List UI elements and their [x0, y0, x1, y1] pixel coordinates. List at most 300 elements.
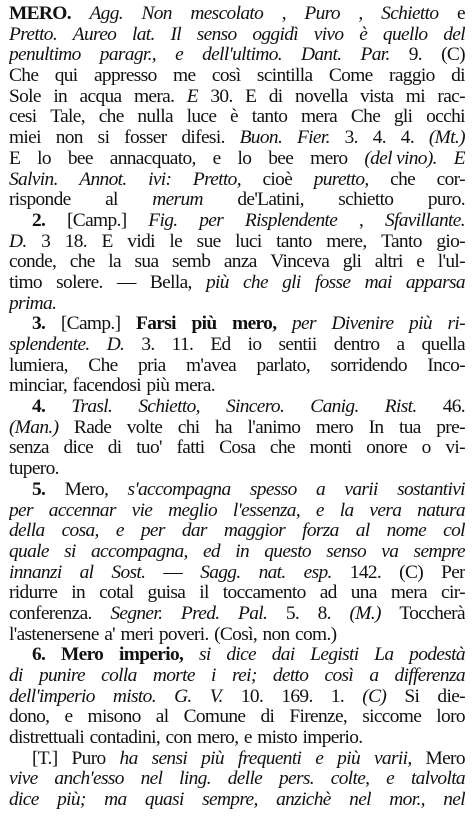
- text-segment: tanto: [276, 231, 312, 252]
- text-segment: mero,: [196, 728, 239, 749]
- text-segment: difesi.: [181, 128, 225, 149]
- text-line: [9, 252, 465, 273]
- text-segment: forza: [302, 521, 339, 542]
- text-segment: (Così,: [214, 624, 258, 645]
- text-segment: delle: [227, 769, 263, 790]
- text-segment: vie: [131, 500, 153, 521]
- text-segment: m'avea: [185, 355, 237, 376]
- text-line: [9, 273, 465, 294]
- text-line: [9, 87, 465, 108]
- text-segment: in: [235, 541, 250, 562]
- text-segment: nat.: [258, 562, 286, 583]
- text-segment: colte,: [330, 769, 370, 790]
- text-segment: guisa: [147, 583, 186, 604]
- text-segment: quella: [421, 335, 465, 355]
- text-segment: varii: [344, 479, 378, 500]
- text-segment: di: [451, 66, 465, 87]
- text-segment: la: [108, 252, 121, 273]
- text-segment: 10.: [240, 686, 264, 707]
- text-segment: dono,: [9, 707, 50, 728]
- text-segment: ed: [202, 541, 220, 562]
- text-segment: dice: [226, 645, 257, 666]
- text-segment: una: [350, 583, 377, 604]
- text-segment: dice: [9, 790, 39, 811]
- text-segment: mero: [315, 417, 354, 438]
- text-line: [9, 211, 465, 232]
- text-segment: Schietto,: [138, 397, 200, 418]
- text-segment: —: [163, 562, 183, 583]
- text-segment: l'astenersene: [9, 624, 99, 645]
- text-segment: accennar: [48, 500, 116, 521]
- text-segment: In: [368, 417, 384, 438]
- text-segment: Vinceva: [270, 252, 330, 273]
- text-line: [9, 149, 465, 170]
- text-segment: nulla: [137, 107, 173, 128]
- text-segment: più: [201, 748, 224, 769]
- text-segment: Rade: [73, 417, 112, 438]
- text-segment: luci: [235, 231, 262, 252]
- text-segment: dell'imperio: [9, 686, 95, 707]
- text-segment: acqua: [79, 86, 122, 107]
- text-segment: miei: [9, 128, 41, 149]
- text-segment: quale: [9, 541, 49, 562]
- text-segment: si: [64, 541, 76, 562]
- text-segment: Ed: [210, 335, 231, 355]
- text-segment: puretto,: [313, 169, 369, 190]
- text-segment: Firenze,: [289, 707, 348, 728]
- text-segment: parlato,: [256, 355, 311, 376]
- text-segment: E: [453, 148, 465, 169]
- text-segment: 30.: [210, 86, 233, 107]
- text-segment: ling.: [179, 769, 211, 790]
- text-line: [9, 170, 465, 191]
- text-segment: 3.: [141, 335, 155, 355]
- text-segment: 3.: [32, 314, 46, 335]
- text-segment: me: [173, 66, 196, 87]
- text-segment: 18.: [64, 231, 87, 252]
- text-segment: [Camp.]: [60, 314, 121, 335]
- text-segment: sempre: [413, 541, 465, 562]
- text-segment: E: [9, 148, 21, 169]
- text-segment: Si: [404, 686, 420, 707]
- text-segment: tupero.: [9, 459, 59, 480]
- text-segment: vera: [369, 500, 402, 521]
- text-segment: anzichè: [276, 790, 331, 811]
- text-segment: timo: [9, 272, 42, 293]
- text-segment: Agg.: [89, 4, 123, 24]
- text-segment: accompagna,: [90, 541, 188, 562]
- text-segment: è: [230, 107, 239, 128]
- text-segment: occhi: [426, 107, 465, 128]
- text-line: [9, 356, 465, 377]
- text-segment: Puro: [304, 4, 340, 24]
- text-segment: al: [155, 707, 169, 728]
- text-segment: Aureo: [72, 24, 117, 45]
- text-segment: anza: [223, 252, 257, 273]
- text-segment: Mero,: [64, 479, 109, 500]
- text-segment: sentii: [278, 335, 317, 355]
- text-segment: che: [269, 438, 295, 459]
- text-segment: luce: [186, 107, 217, 128]
- text-segment: Sincero.: [225, 397, 285, 418]
- text-line: [9, 335, 465, 356]
- text-segment: dice: [63, 438, 94, 459]
- text-line: [9, 769, 465, 790]
- text-segment: sorridendo: [330, 355, 407, 376]
- text-segment: lo: [237, 148, 252, 169]
- text-segment: natura: [417, 500, 465, 521]
- text-segment: imperio.: [302, 728, 363, 749]
- text-line: [9, 790, 465, 811]
- text-segment: mere,: [326, 231, 367, 252]
- entry-mero-text: [9, 4, 465, 811]
- text-segment: —: [116, 272, 136, 293]
- text-segment: che: [69, 252, 95, 273]
- text-segment: Inco-: [427, 355, 465, 376]
- text-segment: spesso: [249, 479, 297, 500]
- text-line: [9, 4, 465, 25]
- text-segment: senso: [326, 541, 367, 562]
- text-segment: 1.: [330, 686, 345, 707]
- text-segment: ivi:: [148, 169, 172, 190]
- text-segment: [Camp.]: [67, 210, 127, 231]
- text-line: [9, 480, 465, 501]
- text-segment: con: [165, 728, 192, 749]
- text-segment: paragr.,: [99, 45, 156, 66]
- text-segment: misto.: [112, 686, 156, 707]
- text-segment: di: [260, 707, 275, 728]
- text-segment: chi: [177, 417, 200, 438]
- text-segment: misto: [257, 728, 298, 749]
- text-segment: differenza: [394, 666, 465, 686]
- text-segment: toccamento: [222, 583, 306, 604]
- text-segment: bee: [268, 148, 294, 169]
- text-segment: semb: [171, 252, 211, 273]
- text-segment: Che: [350, 107, 381, 128]
- text-segment: non: [262, 624, 290, 645]
- text-segment: cioè: [262, 169, 293, 190]
- text-segment: questo: [264, 541, 311, 562]
- text-segment: più: [205, 272, 229, 293]
- text-segment: per: [140, 521, 165, 542]
- text-segment: o: [421, 438, 431, 459]
- text-segment: fosser: [124, 128, 167, 149]
- text-segment: minciar,: [9, 376, 68, 397]
- text-segment: sue: [196, 231, 221, 252]
- text-segment: che: [242, 272, 268, 293]
- text-segment: imperio,: [118, 645, 184, 666]
- text-segment: innanzi: [9, 562, 62, 583]
- text-segment: 46.: [442, 397, 465, 418]
- text-segment: mera.: [174, 376, 216, 397]
- text-segment: gli: [282, 272, 301, 293]
- text-segment: cosa,: [61, 521, 99, 542]
- text-segment: siccome: [362, 707, 422, 728]
- text-segment: s'accompagna: [127, 479, 231, 500]
- text-segment: va: [381, 541, 399, 562]
- text-segment: e: [416, 252, 425, 273]
- text-line: [9, 25, 465, 46]
- text-segment: MERO.: [9, 4, 71, 24]
- text-segment: mera: [390, 583, 427, 604]
- text-segment: più;: [57, 790, 86, 811]
- text-segment: Tanto: [381, 231, 422, 252]
- text-segment: esp.: [303, 562, 332, 583]
- text-segment: bee: [67, 148, 93, 169]
- text-segment: e: [212, 148, 221, 169]
- text-segment: si: [198, 645, 211, 666]
- text-segment: Farsi: [136, 314, 176, 335]
- text-segment: l'animo: [247, 417, 301, 438]
- text-segment: morte: [152, 666, 195, 686]
- text-line: [9, 542, 465, 563]
- text-segment: ri-: [447, 314, 465, 335]
- text-segment: colla: [101, 666, 137, 686]
- text-line: [9, 107, 465, 128]
- text-segment: così: [211, 66, 241, 87]
- text-segment: mor.,: [389, 790, 425, 811]
- text-segment: ,: [358, 4, 363, 24]
- text-segment: Schietto: [381, 4, 439, 24]
- text-segment: merum: [152, 190, 203, 211]
- text-segment: de'Latini,: [237, 190, 304, 211]
- text-segment: D.: [9, 231, 27, 252]
- text-segment: mera: [300, 107, 338, 128]
- text-segment: più: [146, 376, 170, 397]
- text-segment: lumiera,: [9, 355, 68, 376]
- text-segment: ha: [215, 417, 233, 438]
- text-segment: appresso: [93, 66, 157, 87]
- text-segment: Comune: [183, 707, 246, 728]
- text-segment: ,: [358, 210, 364, 231]
- text-line: [9, 397, 465, 418]
- text-segment: Par.: [360, 45, 390, 66]
- text-segment: Pal.: [238, 603, 268, 624]
- text-segment: scintilla: [256, 66, 313, 87]
- text-segment: cor-: [436, 169, 465, 190]
- text-line: [9, 294, 465, 315]
- text-segment: quello: [382, 24, 428, 45]
- text-segment: Trasl.: [71, 397, 113, 418]
- text-segment: vista: [359, 86, 394, 107]
- text-line: [9, 459, 465, 480]
- text-segment: 3: [41, 231, 51, 252]
- text-segment: al: [105, 190, 118, 211]
- text-segment: varii,: [373, 748, 412, 769]
- text-segment: così: [324, 666, 354, 686]
- text-segment: e: [64, 707, 73, 728]
- text-segment: Non: [141, 4, 172, 24]
- text-segment: anch'esso: [54, 769, 124, 790]
- text-segment: Canig.: [310, 397, 359, 418]
- text-segment: podestà: [409, 645, 465, 666]
- text-segment: in: [71, 583, 86, 604]
- text-segment: Puro: [71, 748, 106, 769]
- text-segment: per: [292, 314, 316, 335]
- text-segment: nome: [386, 521, 427, 542]
- text-segment: Pred.: [180, 603, 220, 624]
- text-segment: mi: [405, 86, 425, 107]
- text-segment: mero: [310, 148, 348, 169]
- text-segment: Il: [170, 24, 181, 45]
- text-segment: detto: [272, 666, 309, 686]
- text-segment: 2.: [32, 210, 46, 231]
- text-segment: Fig.: [148, 210, 178, 231]
- text-segment: nel: [443, 790, 465, 811]
- text-segment: lo: [37, 148, 51, 169]
- text-segment: il: [199, 583, 209, 604]
- text-segment: raggio: [389, 66, 435, 87]
- text-segment: più: [191, 314, 217, 335]
- text-segment: e: [175, 45, 184, 66]
- text-segment: mera.: [133, 86, 175, 107]
- text-segment: risponde: [9, 190, 71, 211]
- text-segment: vivo: [313, 24, 344, 45]
- text-segment: novella: [295, 86, 348, 107]
- text-segment: in: [53, 86, 68, 107]
- text-segment: quasi: [144, 790, 184, 811]
- text-line: [9, 749, 465, 770]
- text-segment: 4.: [372, 128, 386, 149]
- text-segment: Legisti: [310, 645, 359, 666]
- text-line: [9, 687, 465, 708]
- text-segment: e: [115, 521, 124, 542]
- text-segment: meglio: [168, 500, 218, 521]
- text-segment: Sole: [9, 86, 41, 107]
- text-segment: e: [243, 728, 252, 749]
- text-segment: talvolta: [410, 769, 465, 790]
- text-segment: gli: [393, 107, 413, 128]
- text-segment: di: [107, 438, 122, 459]
- text-segment: vi-: [445, 438, 465, 459]
- text-segment: senza: [9, 438, 49, 459]
- text-segment: senso: [196, 24, 237, 45]
- text-segment: mescolato: [190, 4, 264, 24]
- text-segment: rac-: [437, 86, 465, 107]
- text-segment: Segner.: [110, 603, 163, 624]
- text-segment: die-: [437, 686, 465, 707]
- text-segment: cir-: [441, 583, 465, 604]
- text-segment: col: [443, 521, 465, 542]
- text-segment: che: [390, 169, 416, 190]
- text-segment: altri: [374, 252, 403, 273]
- text-segment: 5.: [285, 603, 300, 624]
- text-segment: E: [101, 231, 113, 252]
- text-segment: (Man.): [9, 417, 59, 438]
- text-segment: nel: [349, 790, 371, 811]
- text-segment: la: [339, 500, 354, 521]
- text-segment: cesi: [9, 107, 37, 128]
- text-segment: com.): [295, 624, 337, 645]
- text-line: [9, 501, 465, 522]
- text-segment: sempre,: [202, 790, 258, 811]
- text-line: [9, 66, 465, 87]
- text-segment: al: [355, 521, 370, 542]
- text-segment: io: [247, 335, 262, 355]
- text-line: [9, 728, 465, 749]
- text-segment: meri: [120, 624, 154, 645]
- text-segment: solere.: [56, 272, 103, 293]
- text-segment: 6.: [32, 645, 46, 666]
- text-segment: apparsa: [405, 272, 465, 293]
- text-segment: vive: [9, 769, 38, 790]
- text-segment: 11.: [171, 335, 194, 355]
- text-segment: nel: [140, 769, 163, 790]
- text-segment: E: [245, 86, 257, 107]
- text-segment: sua: [134, 252, 159, 273]
- text-segment: frequenti: [237, 748, 302, 769]
- text-segment: sostantivi: [397, 479, 465, 500]
- text-segment: schietto: [338, 190, 394, 211]
- text-segment: (C): [362, 686, 387, 707]
- text-segment: Pretto.: [9, 24, 58, 45]
- text-segment: gio-: [436, 231, 465, 252]
- text-line: [9, 604, 465, 625]
- text-segment: volte: [126, 417, 163, 438]
- text-segment: poveri.: [158, 624, 209, 645]
- text-segment: e: [315, 500, 324, 521]
- text-line: [9, 190, 465, 211]
- text-segment: della: [9, 521, 45, 542]
- text-segment: i: [211, 666, 216, 686]
- text-segment: Fier.: [296, 128, 330, 149]
- text-segment: e: [386, 769, 395, 790]
- text-segment: mero,: [232, 314, 277, 335]
- text-segment: ridurre: [9, 583, 58, 604]
- text-segment: Salvin.: [9, 169, 58, 190]
- text-segment: misono: [87, 707, 141, 728]
- text-segment: Sagg.: [200, 562, 241, 583]
- text-segment: Risplendente: [244, 210, 338, 231]
- text-segment: conde,: [9, 252, 57, 273]
- text-line: [9, 128, 465, 149]
- text-segment: 9.: [408, 45, 423, 66]
- text-segment: penultimo: [9, 45, 81, 66]
- text-segment: E: [186, 86, 198, 107]
- text-segment: fatti: [176, 438, 205, 459]
- text-segment: del: [443, 24, 465, 45]
- text-line: [9, 583, 465, 604]
- text-segment: Tale,: [50, 107, 85, 128]
- text-segment: splendente.: [9, 335, 90, 355]
- text-line: [9, 376, 465, 397]
- text-segment: La: [374, 645, 394, 666]
- text-segment: dell'ultimo.: [202, 45, 282, 66]
- text-segment: rei;: [231, 666, 257, 686]
- text-segment: lat.: [131, 24, 155, 45]
- text-segment: 169.: [281, 686, 313, 707]
- text-segment: 142.: [349, 562, 382, 583]
- text-segment: Cosa: [219, 438, 256, 459]
- text-segment: Dant.: [301, 45, 342, 66]
- text-segment: contadini,: [89, 728, 161, 749]
- text-segment: Bella,: [149, 272, 192, 293]
- text-segment: per: [199, 210, 224, 231]
- text-segment: dai: [271, 645, 295, 666]
- text-segment: ,: [281, 4, 286, 24]
- text-segment: a: [369, 666, 379, 686]
- text-segment: e: [315, 748, 324, 769]
- text-segment: è: [359, 24, 368, 45]
- text-segment: Toccherà: [399, 603, 465, 624]
- text-segment: (C): [399, 562, 424, 583]
- text-segment: l'essenza,: [232, 500, 301, 521]
- text-segment: Buon.: [239, 128, 283, 149]
- text-segment: Divenire: [331, 314, 394, 335]
- text-segment: 3.: [344, 128, 358, 149]
- text-segment: [T.]: [32, 748, 58, 769]
- text-segment: e: [456, 4, 465, 24]
